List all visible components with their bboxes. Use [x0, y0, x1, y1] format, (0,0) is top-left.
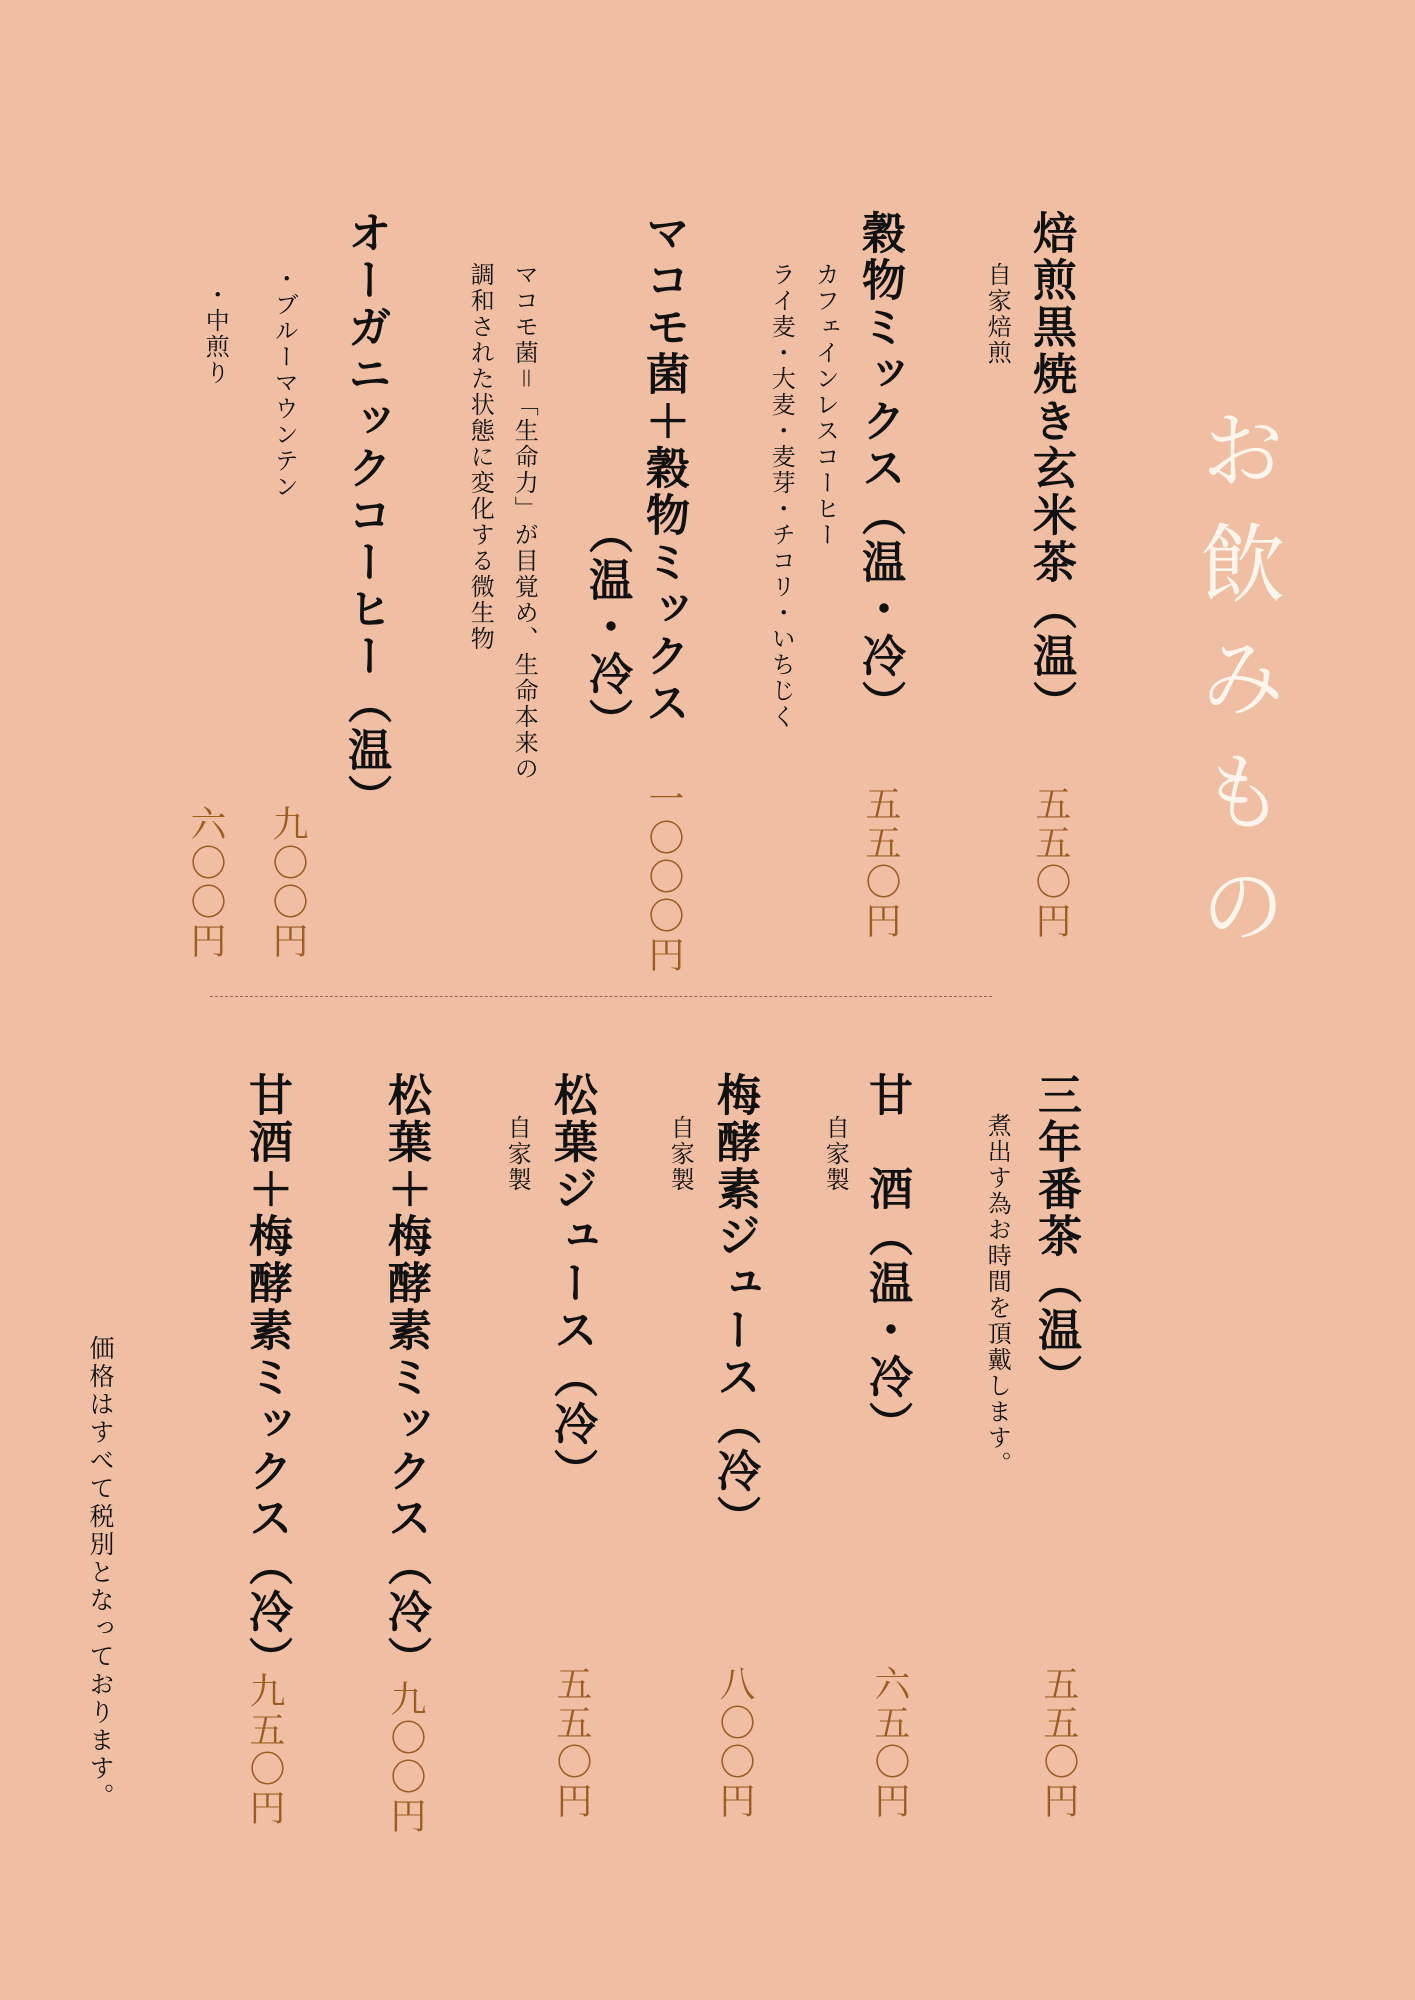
menu-item-price: 九〇〇円 [385, 1680, 426, 1836]
menu-item-price: 六〇〇円 [185, 805, 226, 961]
menu-item-name: 甘酒＋梅酵素ミックス（冷） [241, 1072, 292, 1683]
menu-title: お飲みもの [1185, 405, 1285, 975]
menu-item-price: 五五〇円 [860, 785, 901, 941]
menu-item-name: 焙煎黒焼き玄米茶（温） [1025, 210, 1076, 727]
menu-item-price: 九〇〇円 [267, 805, 308, 961]
menu-item-name: マコモ菌＋穀物ミックス [638, 210, 689, 727]
menu-item-price: 一〇〇〇円 [643, 780, 684, 975]
menu-item-name: 梅酵素ジュース（冷） [709, 1072, 760, 1542]
menu-item-note: マコモ菌＝「生命力」が目覚め、生命本来の [510, 262, 539, 782]
menu-item-option: ・ブルーマウンテン [270, 266, 299, 500]
menu-item-name: 甘 酒（温・冷） [861, 1072, 912, 1448]
menu-item-price: 六五〇円 [869, 1665, 910, 1821]
menu-item-price: 五五〇円 [1038, 1665, 1079, 1821]
menu-item-note: 自家製 [821, 1115, 850, 1193]
menu-item-option: ・中煎り [201, 282, 230, 386]
menu-item-note: 自家製 [503, 1115, 532, 1193]
menu-item-note: 自家製 [666, 1115, 695, 1193]
menu-item-price: 五五〇円 [1030, 785, 1071, 941]
menu-item-price: 九五〇円 [244, 1672, 285, 1828]
menu-item-note: 調和された状態に変化する微生物 [466, 262, 495, 652]
menu-item-name: 松葉＋梅酵素ミックス（冷） [380, 1072, 431, 1683]
menu-item-note: ライ麦・大麦・麦芽・チコリ・いちじく [767, 262, 796, 730]
menu-item-name: 穀物ミックス（温・冷） [854, 210, 905, 727]
section-divider [210, 996, 992, 997]
tax-note: 価格はすべて税別となっております。 [86, 1335, 115, 1811]
menu-item-price: 八〇〇円 [714, 1665, 755, 1821]
menu-item-name: オーガニックコーヒー（温） [340, 210, 391, 821]
menu-item-note: 自家焙煎 [983, 262, 1012, 366]
menu-item-note: 煮出す為お時間を頂戴します。 [983, 1113, 1012, 1477]
menu-item-note: カフェインレスコーヒー [811, 262, 840, 548]
menu-item-price: 五五〇円 [551, 1665, 592, 1821]
menu-item-name: 松葉ジュース（冷） [546, 1072, 597, 1495]
menu-item-name: 三年番茶（温） [1030, 1072, 1081, 1401]
menu-item-name-suffix: （温・冷） [581, 510, 632, 745]
